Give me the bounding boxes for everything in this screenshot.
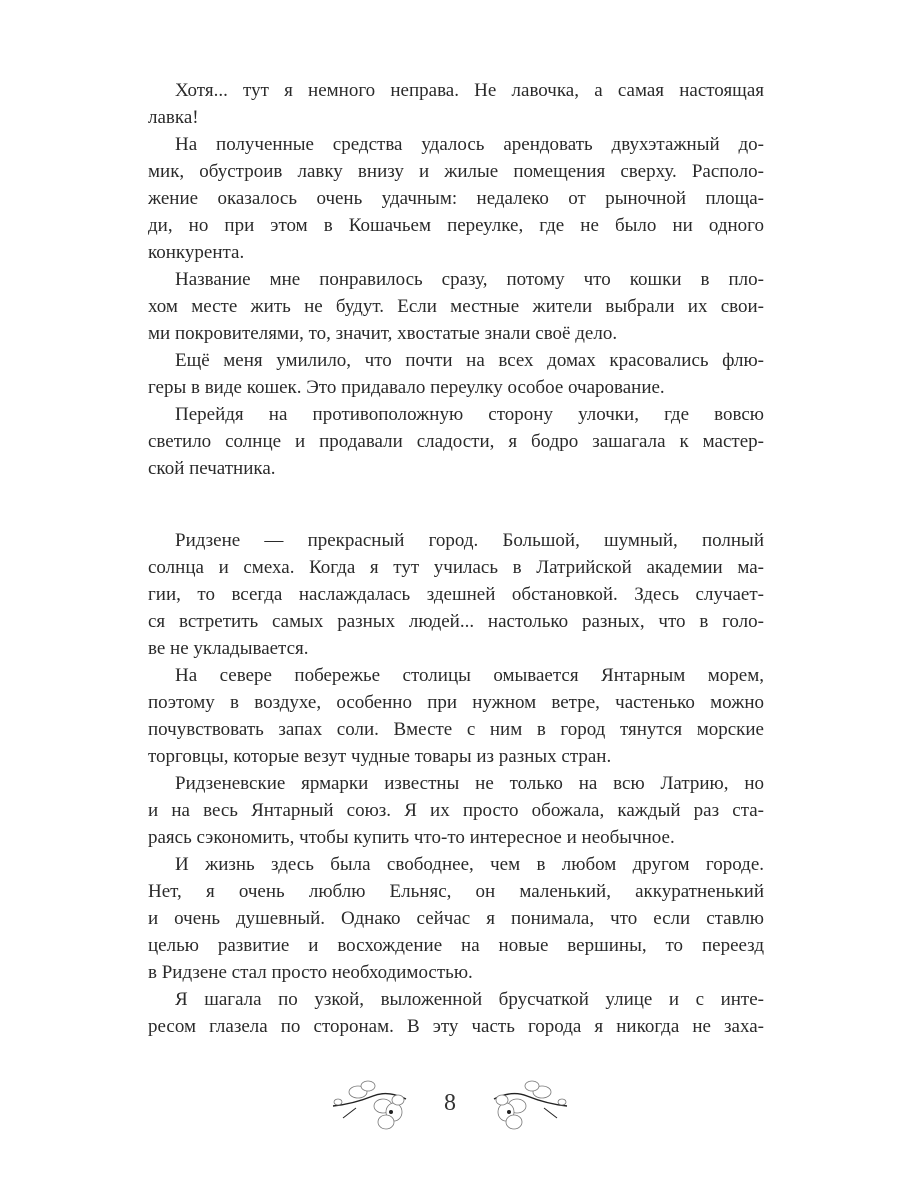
text-line: ся встретить самых разных людей... настолько разных, что в голо- [148, 611, 764, 632]
text-line: ди, но при этом в Кошачьем переулке, где не было ни одного [148, 215, 764, 236]
text-line: жение оказалось очень удачным: недалеко от рыночной площа- [148, 188, 764, 209]
flower-ornament-left-icon [328, 1074, 418, 1134]
text-line: светило солнце и продавали сладости, я бодро зашагала к мастер- [148, 431, 764, 452]
flower-ornament-right-icon [482, 1074, 572, 1134]
text-line: гии, то всегда наслаждалась здешней обстановкой. Здесь случает- [148, 584, 764, 605]
text-line: ской печатника. [148, 458, 276, 479]
text-line: мик, обустроив лавку внизу и жилые помещения сверху. Располо- [148, 161, 764, 182]
text-line: ве не укладывается. [148, 638, 309, 659]
text-line: торговцы, которые везут чудные товары из разных стран. [148, 746, 612, 767]
text-line: Ридзене — прекрасный город. Большой, шумный, полный [175, 530, 764, 551]
text-line: и очень душевный. Однако сейчас я понимала, что если ставлю [148, 908, 764, 929]
text-line: Название мне понравилось сразу, потому что кошки в пло- [175, 269, 764, 290]
text-line: и на весь Янтарный союз. Я их просто обожала, каждый раз ста- [148, 800, 764, 821]
text-block-2 [148, 527, 764, 1040]
text-line: Я шагала по узкой, выложенной брусчаткой улице и с инте- [175, 989, 764, 1010]
text-line: ресом глазела по сторонам. В эту часть города я никогда не заха- [148, 1016, 764, 1037]
text-line: солнца и смеха. Когда я тут училась в Латрийской академии ма- [148, 557, 764, 578]
text-line: конкурента. [148, 242, 245, 263]
text-line: целью развитие и восхождение на новые вершины, то переезд [148, 935, 764, 956]
text-line: лавка! [148, 107, 199, 128]
text-line: почувствовать запах соли. Вместе с ним в город тянутся морские [148, 719, 764, 740]
text-line: раясь сэкономить, чтобы купить что-то интересное и необычное. [148, 827, 675, 848]
text-line: Ридзеневские ярмарки известны не только на всю Латрию, но [175, 773, 764, 794]
page-number: 8 [444, 1090, 456, 1116]
text-line: Перейдя на противоположную сторону улочки, где вовсю [175, 404, 764, 425]
text-line: в Ридзене стал просто необходимостью. [148, 962, 473, 983]
text-block-1 [148, 77, 764, 482]
text-line: хом месте жить не будут. Если местные жители выбрали их свои- [148, 296, 764, 317]
text-line: поэтому в воздухе, особенно при нужном ветре, частенько можно [148, 692, 764, 713]
text-line: Ещё меня умилило, что почти на всех домах красовались флю- [175, 350, 764, 371]
text-line: Нет, я очень люблю Ельняс, он маленький, аккуратненький [148, 881, 764, 902]
text-line: Хотя... тут я немного неправа. Не лавочка, а самая настоящая [175, 80, 764, 101]
text-line: геры в виде кошек. Это придавало переулку особое очарование. [148, 377, 665, 398]
text-line: ми покровителями, то, значит, хвостатые знали своё дело. [148, 323, 618, 344]
text-line: На севере побережье столицы омывается Янтарным морем, [175, 665, 764, 686]
text-line: И жизнь здесь была свободнее, чем в любом другом городе. [175, 854, 764, 875]
text-line: На полученные средства удалось арендовать двухэтажный до- [175, 134, 764, 155]
